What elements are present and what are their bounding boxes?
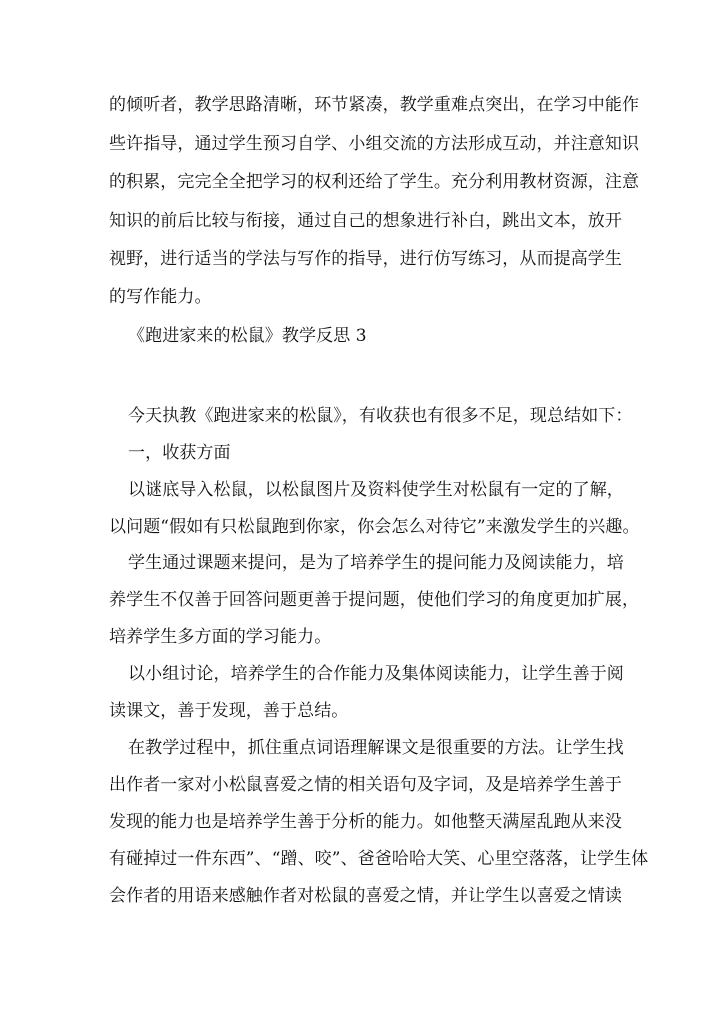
paragraph-line: 养学生不仅善于回答问题更善于提问题，使他们学习的角度更加扩展， [109, 590, 640, 610]
paragraph-line: 的倾听者，教学思路清晰，环节紧凑，教学重难点突出，在学习中能作 [109, 95, 640, 115]
paragraph-line: 出作者一家对小松鼠喜爱之情的相关语句及字词，及是培养学生善于 [109, 775, 622, 795]
paragraph-line: 读课文，善于发现，善于总结。 [109, 701, 349, 721]
paragraph-line: 发现的能力也是培养学生善于分析的能力。如他整天满屋乱跑从来没 [109, 812, 622, 832]
paragraph-line: 的积累，完完全全把学习的权利还给了学生。充分利用教材资源，注意 [109, 172, 640, 192]
paragraph-line: 以谜底导入松鼠，以松鼠图片及资料使学生对松鼠有一定的了解， [128, 480, 624, 500]
paragraph-line: 以小组讨论，培养学生的合作能力及集体阅读能力，让学生善于阅 [128, 664, 624, 684]
paragraph-line: 今天执教《跑进家来的松鼠》，有收获也有很多不足，现总结如下： [128, 406, 633, 426]
paragraph-line: 在教学过程中，抓住重点词语理解课文是很重要的方法。让学生找 [128, 738, 624, 758]
paragraph-line: 视野，进行适当的学法与写作的指导，进行仿写练习，从而提高学生 [109, 249, 622, 269]
paragraph-line: 培养学生多方面的学习能力。 [109, 627, 332, 647]
subsection-heading: 一，收获方面 [128, 443, 231, 463]
paragraph-line: 的写作能力。 [109, 287, 212, 307]
paragraph-line: 有碰掉过一件东西”、“蹭、咬”、爸爸哈哈大笑、心里空落落，让学生体 [109, 849, 649, 869]
paragraph-line: 以问题“假如有只松鼠跑到你家，你会怎么对待它”来激发学生的兴趣。 [109, 517, 640, 537]
paragraph-line: 会作者的用语来感触作者对松鼠的喜爱之情，并让学生以喜爱之情读 [109, 886, 622, 906]
paragraph-line: 些许指导，通过学生预习自学、小组交流的方法形成互动，并注意知识 [109, 134, 640, 154]
paragraph-line: 学生通过课题来提问，是为了培养学生的提问能力及阅读能力，培 [128, 553, 624, 573]
section-title: 《跑进家来的松鼠》教学反思 3 [128, 326, 367, 346]
paragraph-line: 知识的前后比较与衔接，通过自己的想象进行补白，跳出文本，放开 [109, 211, 622, 231]
